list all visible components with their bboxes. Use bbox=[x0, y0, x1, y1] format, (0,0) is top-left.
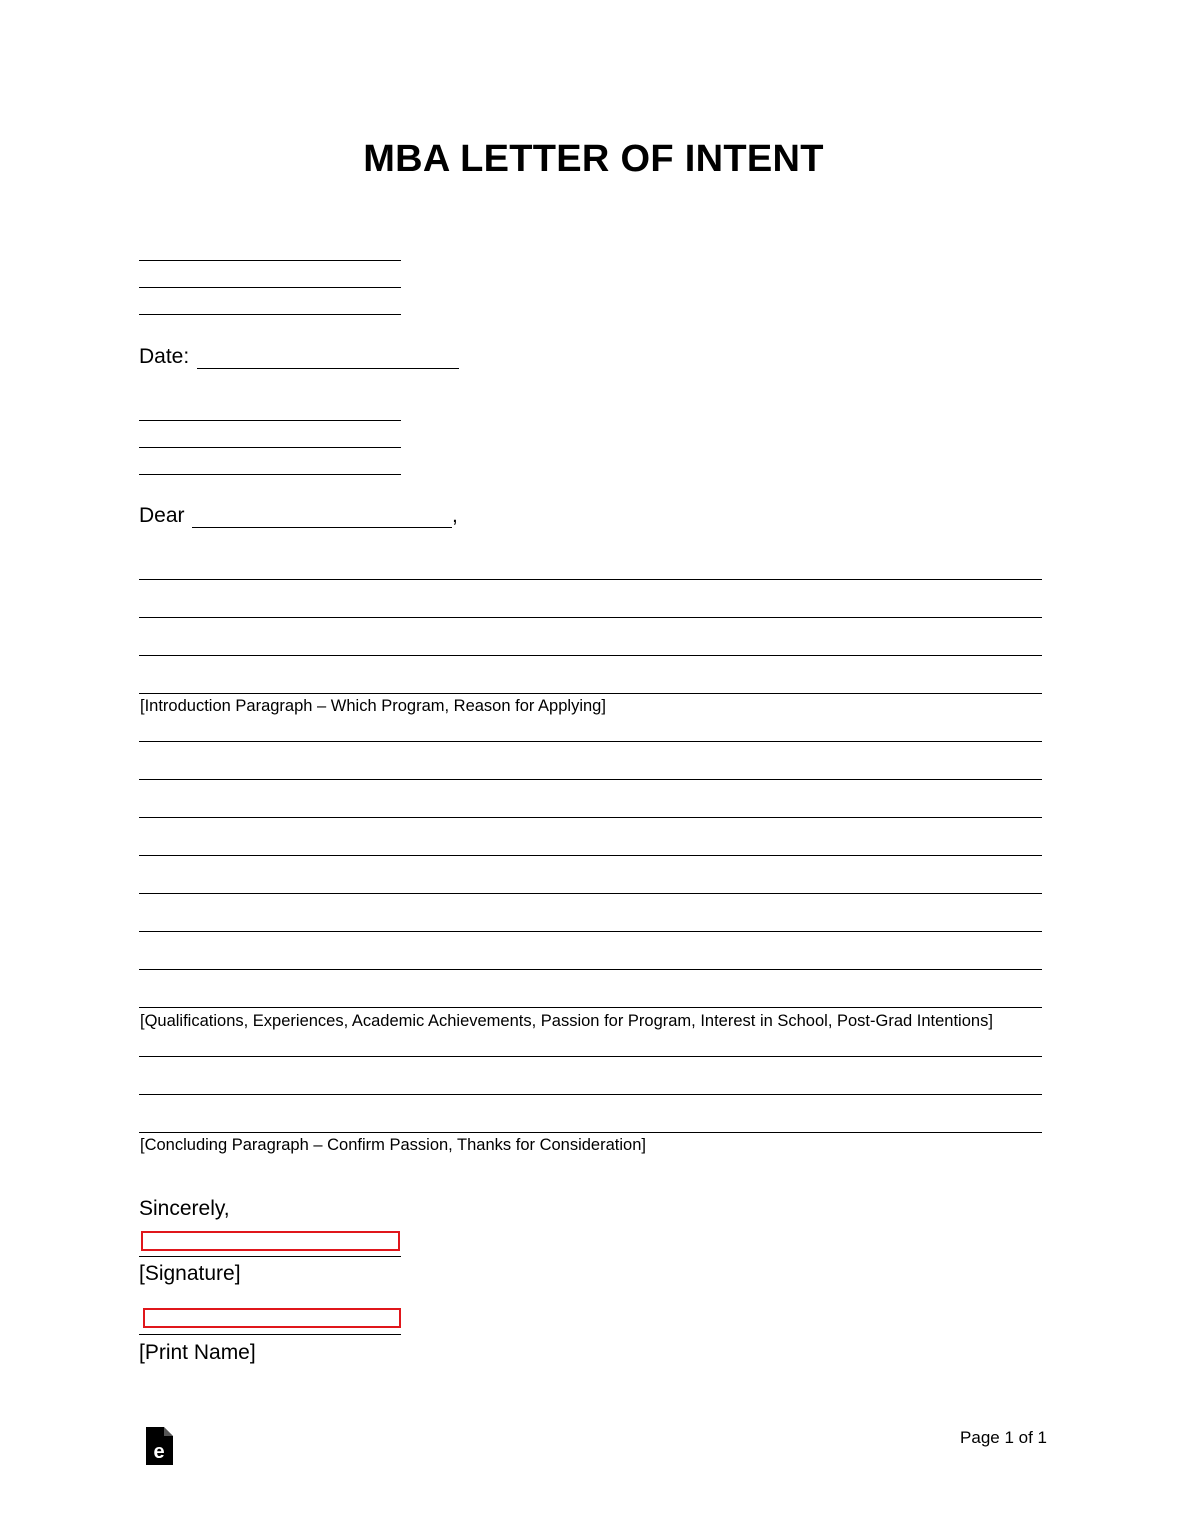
date-label: Date: bbox=[139, 345, 190, 368]
dear-comma: , bbox=[452, 504, 458, 527]
conclusion-line-1[interactable] bbox=[139, 1056, 1042, 1057]
logo-letter: e bbox=[153, 1441, 165, 1463]
sender-address-line-2[interactable] bbox=[139, 287, 401, 288]
signature-line bbox=[139, 1256, 401, 1257]
body-line-1[interactable] bbox=[139, 741, 1042, 742]
page-number: Page 1 of 1 bbox=[960, 1428, 1047, 1447]
body-line-8[interactable] bbox=[139, 1007, 1042, 1008]
body-line-2[interactable] bbox=[139, 779, 1042, 780]
page-title: MBA LETTER OF INTENT bbox=[363, 138, 824, 180]
body-line-7[interactable] bbox=[139, 969, 1042, 970]
body-line-3[interactable] bbox=[139, 817, 1042, 818]
dear-label: Dear bbox=[139, 504, 185, 527]
conclusion-line-3[interactable] bbox=[139, 1132, 1042, 1133]
print-name-field[interactable] bbox=[143, 1308, 401, 1328]
date-field[interactable] bbox=[197, 368, 459, 369]
print-name-label: [Print Name] bbox=[139, 1341, 256, 1364]
eforms-logo-icon bbox=[146, 1427, 173, 1465]
closing-text: Sincerely, bbox=[139, 1197, 230, 1220]
recipient-address-line-1[interactable] bbox=[139, 420, 401, 421]
recipient-address-line-2[interactable] bbox=[139, 447, 401, 448]
conclusion-hint: [Concluding Paragraph – Confirm Passion, Thanks for Consideration] bbox=[140, 1136, 646, 1154]
body-line-4[interactable] bbox=[139, 855, 1042, 856]
conclusion-line-2[interactable] bbox=[139, 1094, 1042, 1095]
intro-line-4[interactable] bbox=[139, 693, 1042, 694]
intro-line-2[interactable] bbox=[139, 617, 1042, 618]
recipient-name-field[interactable] bbox=[192, 527, 452, 528]
body-line-6[interactable] bbox=[139, 931, 1042, 932]
recipient-address-line-3[interactable] bbox=[139, 474, 401, 475]
sender-address-line-3[interactable] bbox=[139, 314, 401, 315]
sender-address-line-1[interactable] bbox=[139, 260, 401, 261]
signature-label: [Signature] bbox=[139, 1262, 241, 1285]
print-name-line bbox=[139, 1334, 401, 1335]
intro-line-1[interactable] bbox=[139, 579, 1042, 580]
signature-field[interactable] bbox=[141, 1231, 400, 1251]
intro-line-3[interactable] bbox=[139, 655, 1042, 656]
body-hint: [Qualifications, Experiences, Academic Achievements, Passion for Program, Interest in School, Post-Grad Intentions] bbox=[140, 1012, 993, 1030]
body-line-5[interactable] bbox=[139, 893, 1042, 894]
intro-hint: [Introduction Paragraph – Which Program, Reason for Applying] bbox=[140, 697, 606, 715]
